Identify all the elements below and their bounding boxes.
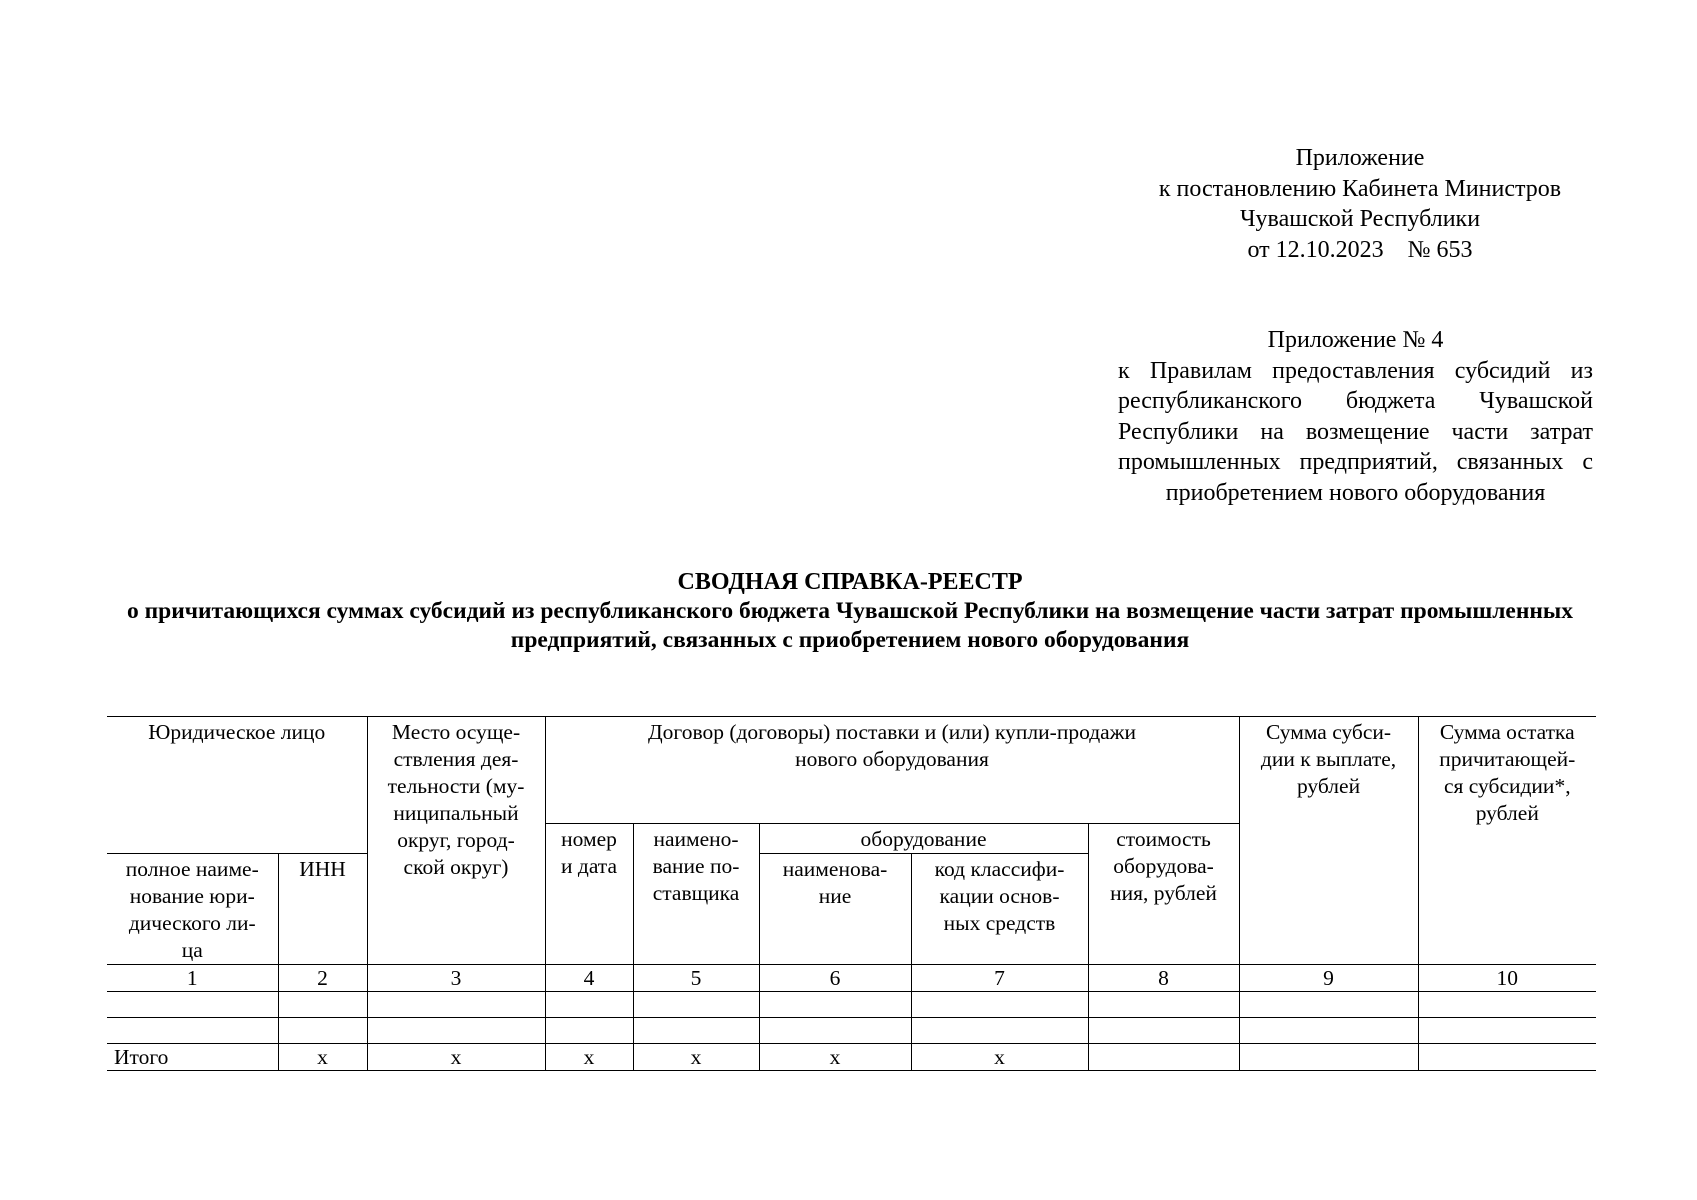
appendix-line-1: Приложение xyxy=(1295,145,1425,171)
total-mark: х xyxy=(911,1044,1088,1071)
table-cell xyxy=(367,1018,545,1044)
table-cell xyxy=(278,992,367,1018)
rules-appendix-body: к Правилам предоставления субсидий из республиканского бюджета Чувашской Республики на возмещение части затрат промышленных предприятий, связанных с приобретением нового оборудования xyxy=(1118,357,1593,506)
table-cell xyxy=(911,1018,1088,1044)
header-full-name: полное наиме- нование юри- дического ли- ца xyxy=(107,854,278,965)
table-cell xyxy=(1418,1018,1596,1044)
column-number: 7 xyxy=(911,965,1088,992)
table-cell xyxy=(1418,992,1596,1018)
document-title: СВОДНАЯ СПРАВКА-РЕЕСТР xyxy=(677,569,1023,595)
column-number: 2 xyxy=(278,965,367,992)
header-subsidy-payable: Сумма субси- дии к выплате, рублей xyxy=(1239,717,1418,965)
total-mark: х xyxy=(545,1044,633,1071)
table-cell xyxy=(107,992,278,1018)
table-cell xyxy=(759,1018,911,1044)
appendix-line-3: Чувашской Республики xyxy=(1239,206,1481,232)
table-cell xyxy=(278,1018,367,1044)
column-number: 1 xyxy=(107,965,278,992)
header-place-of-activity: Место осуще- ствления дея- тельности (му- ниципальный округ, город- ской округ) xyxy=(367,717,545,965)
rules-appendix-block xyxy=(1118,325,1593,508)
table-cell xyxy=(107,1018,278,1044)
decree-appendix-block xyxy=(1120,143,1600,265)
column-number: 9 xyxy=(1239,965,1418,992)
header-contract: Договор (договоры) поставки и (или) купли-продажи нового оборудования xyxy=(545,717,1239,824)
header-equipment-name: наименова- ние xyxy=(759,854,911,965)
header-equipment: оборудование xyxy=(759,824,1088,854)
total-subsidy-payable-cell xyxy=(1239,1044,1418,1071)
total-mark: х xyxy=(759,1044,911,1071)
table-cell xyxy=(545,1018,633,1044)
column-number: 10 xyxy=(1418,965,1596,992)
appendix-line-4: от 12.10.2023 № 653 xyxy=(1247,236,1473,263)
appendix-line-2: к постановлению Кабинета Министров xyxy=(1158,175,1562,202)
header-classification-code: код классифи- кации основ- ных средств xyxy=(911,854,1088,965)
header-number-date: номер и дата xyxy=(545,824,633,965)
table-header-row-1 xyxy=(107,717,1596,824)
table-cell xyxy=(367,992,545,1018)
column-number: 4 xyxy=(545,965,633,992)
table-row xyxy=(107,1018,1596,1044)
table-cell xyxy=(633,1018,759,1044)
column-number: 6 xyxy=(759,965,911,992)
column-number-row xyxy=(107,965,1596,992)
column-number: 5 xyxy=(633,965,759,992)
column-number: 8 xyxy=(1088,965,1239,992)
table-cell xyxy=(911,992,1088,1018)
total-cost-cell xyxy=(1088,1044,1239,1071)
registry-table xyxy=(107,716,1596,1071)
total-row xyxy=(107,1044,1596,1071)
total-label: Итого xyxy=(107,1044,278,1071)
table-cell xyxy=(1088,1018,1239,1044)
table-cell xyxy=(1239,992,1418,1018)
header-inn: ИНН xyxy=(278,854,367,965)
table-cell xyxy=(545,992,633,1018)
total-subsidy-remaining-cell xyxy=(1418,1044,1596,1071)
total-mark: х xyxy=(367,1044,545,1071)
total-mark: х xyxy=(278,1044,367,1071)
table-cell xyxy=(759,992,911,1018)
header-supplier-name: наимено- вание по- ставщика xyxy=(633,824,759,965)
document-title-block xyxy=(100,568,1600,655)
column-number: 3 xyxy=(367,965,545,992)
rules-appendix-heading: Приложение № 4 xyxy=(1267,327,1444,353)
document-subtitle: о причитающихся суммах субсидий из республиканского бюджета Чувашской Республики на возмещение части затрат промышленных предприятий, связанных с приобретением нового оборудования xyxy=(126,598,1573,653)
header-subsidy-remaining: Сумма остатка причитающей- ся субсидии*, рублей xyxy=(1418,717,1596,965)
header-legal-entity: Юридическое лицо xyxy=(107,717,367,854)
table-cell xyxy=(1239,1018,1418,1044)
table-cell xyxy=(1088,992,1239,1018)
table-cell xyxy=(633,992,759,1018)
total-mark: х xyxy=(633,1044,759,1071)
header-equipment-cost: стоимость оборудова- ния, рублей xyxy=(1088,824,1239,965)
table-row xyxy=(107,992,1596,1018)
